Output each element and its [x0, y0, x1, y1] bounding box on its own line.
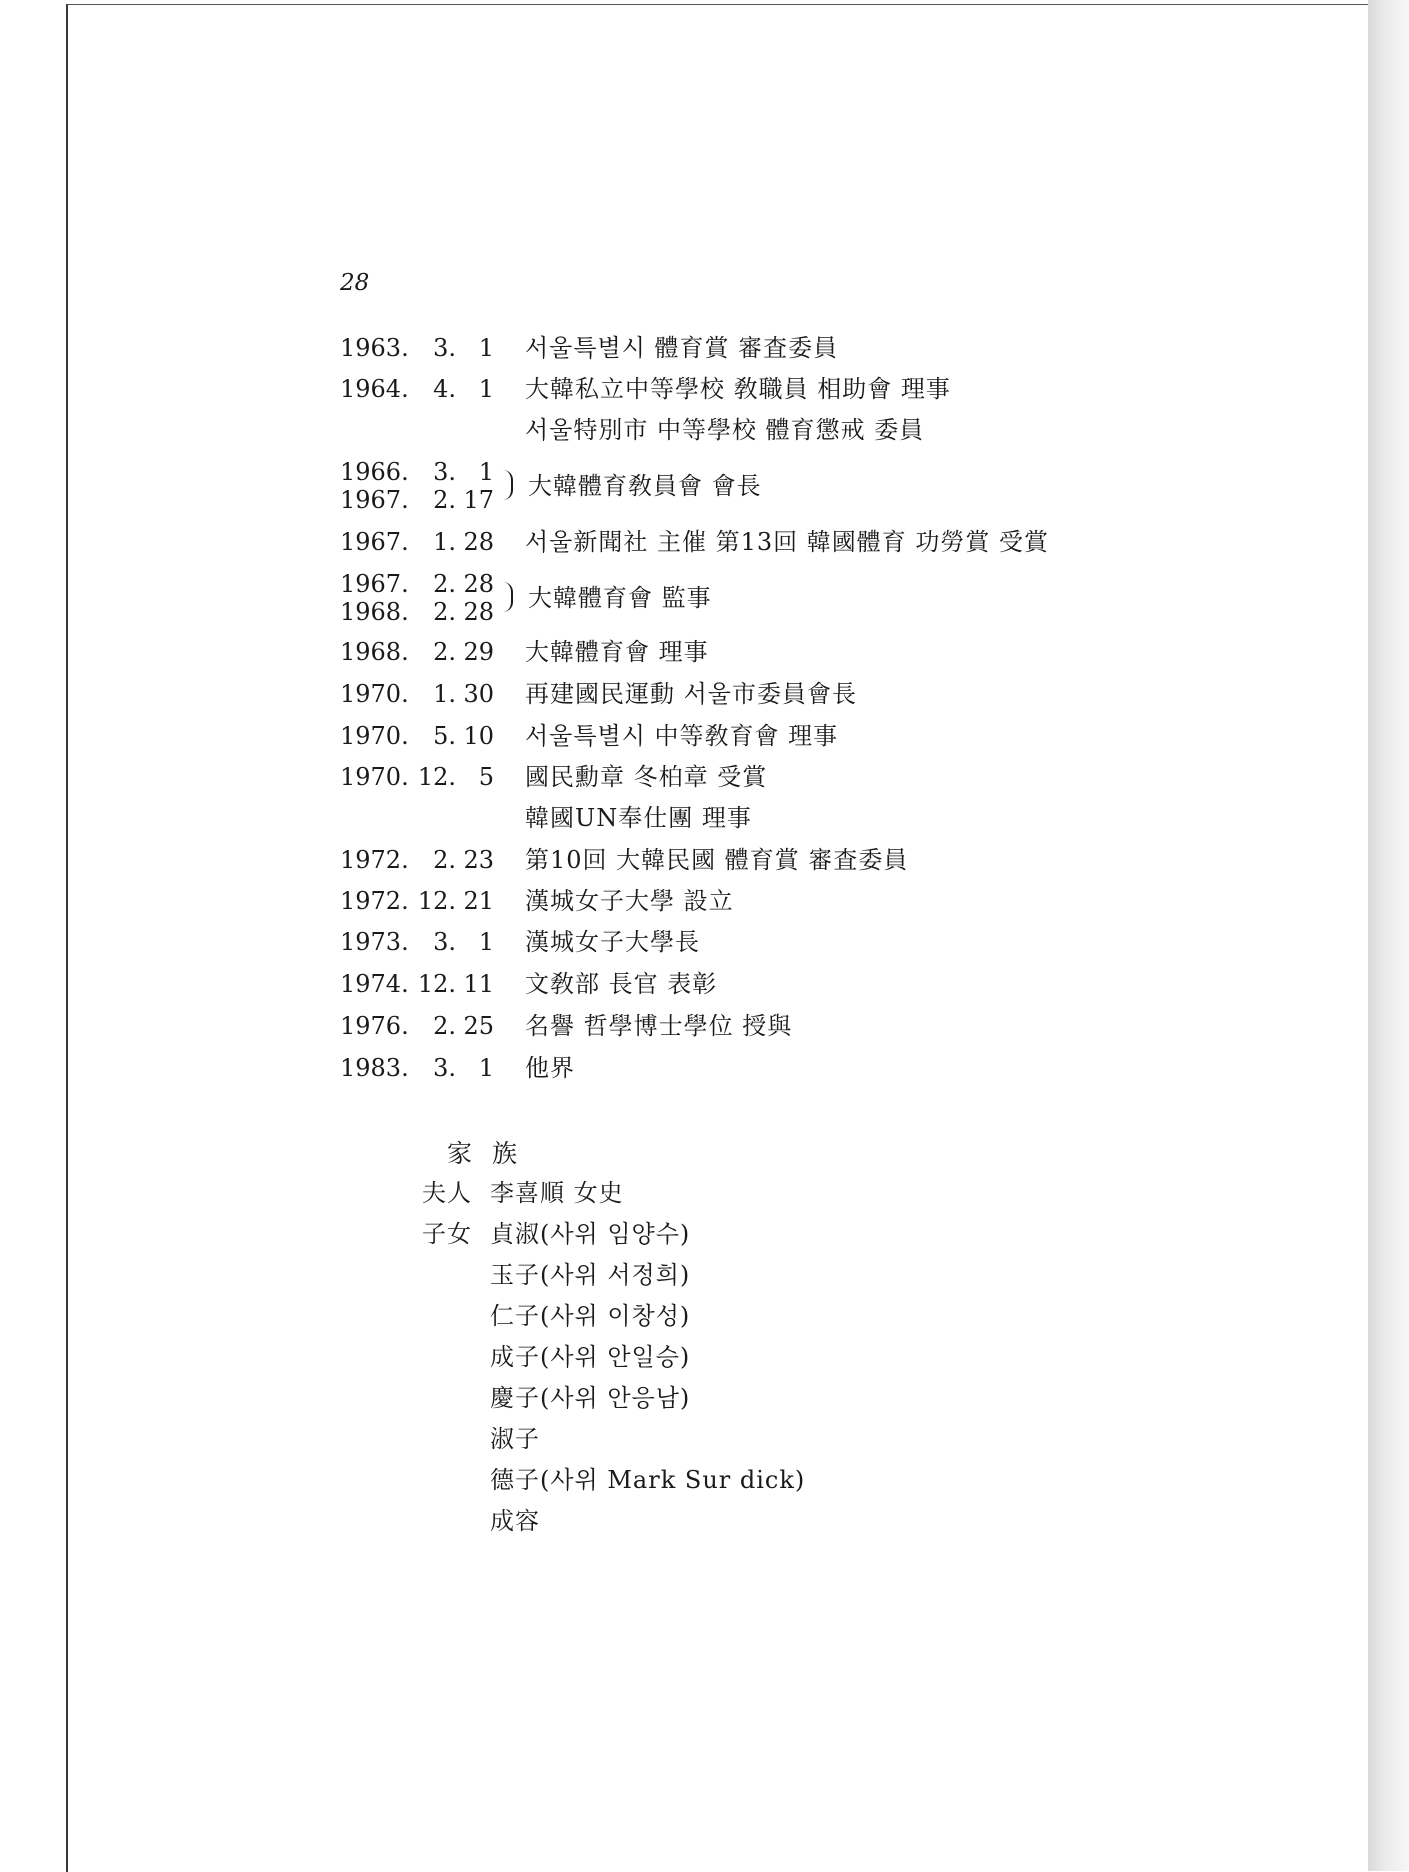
month: 12. [417, 763, 456, 791]
month: 5. [433, 722, 456, 750]
day: 10 [463, 722, 494, 750]
range-start [340, 458, 500, 486]
event: 大韓體育敎員會 會長 [528, 472, 762, 500]
chronology-range-row [340, 458, 1240, 518]
day: 1 [478, 458, 494, 486]
range-end [340, 598, 500, 626]
children-label: 子女 [422, 1220, 472, 1248]
year: 1966. [340, 458, 409, 486]
child-item: 玉子(사위 서정희) [490, 1261, 691, 1289]
year: 1967. [340, 528, 409, 556]
chronology-row-continued [340, 798, 1240, 838]
range-start [340, 570, 500, 598]
page-edge-shadow [1368, 0, 1409, 1871]
child-item: 淑子 [490, 1425, 540, 1453]
chronology-row [340, 328, 1240, 368]
year: 1970. [340, 763, 409, 791]
event: 서울新聞社 主催 第13回 韓國體育 功勞賞 受賞 [525, 528, 1050, 556]
month: 2. [433, 638, 456, 666]
day: 11 [463, 970, 494, 998]
child-item: 成子(사위 안일승) [490, 1343, 691, 1371]
event: 韓國UN奉仕團 理事 [525, 804, 752, 832]
chronology-row [340, 922, 1240, 962]
day: 17 [463, 486, 494, 514]
year: 1972. [340, 846, 409, 874]
chronology-row [340, 522, 1240, 562]
chronology-row [340, 964, 1240, 1004]
day: 28 [463, 528, 494, 556]
chronology-range-row [340, 570, 1240, 630]
chronology-row-continued [340, 410, 1240, 450]
day: 28 [463, 598, 494, 626]
event: 漢城女子大學長 [525, 928, 700, 956]
brace-icon [503, 582, 513, 612]
year: 1976. [340, 1012, 409, 1040]
chronology-row [340, 632, 1240, 672]
month: 2. [433, 486, 456, 514]
event: 漢城女子大學 設立 [525, 887, 734, 915]
event: 他界 [525, 1054, 575, 1082]
family-heading: 家族 [447, 1139, 538, 1168]
month: 2. [433, 1012, 456, 1040]
child-item: 德子(사위 Mark Sur dick) [490, 1466, 806, 1494]
spouse-name: 李喜順 女史 [490, 1179, 624, 1207]
child-item: 慶子(사위 안응남) [490, 1384, 691, 1412]
year: 1974. [340, 970, 409, 998]
spouse-label: 夫人 [422, 1179, 472, 1207]
month: 3. [433, 1054, 456, 1082]
month: 1. [433, 528, 456, 556]
child-item: 貞淑(사위 임양수) [490, 1220, 691, 1248]
event: 再建國民運動 서울市委員會長 [525, 680, 857, 708]
month: 3. [433, 334, 456, 362]
day: 1 [478, 1054, 494, 1082]
year: 1964. [340, 375, 409, 403]
day: 30 [463, 680, 494, 708]
year: 1968. [340, 638, 409, 666]
chronology-row [340, 881, 1240, 921]
event: 國民勳章 冬柏章 受賞 [525, 763, 768, 791]
event: 서울특별시 中等敎育會 理事 [525, 722, 839, 750]
year: 1973. [340, 928, 409, 956]
chronology-row [340, 674, 1240, 714]
chronology-row [340, 840, 1240, 880]
month: 2. [433, 570, 456, 598]
year: 1983. [340, 1054, 409, 1082]
day: 23 [463, 846, 494, 874]
month: 12. [417, 970, 456, 998]
day: 21 [463, 887, 494, 915]
chronology-row [340, 757, 1240, 797]
month: 12. [417, 887, 456, 915]
event: 第10回 大韓民國 體育賞 審査委員 [525, 846, 909, 874]
year: 1972. [340, 887, 409, 915]
chronology-row [340, 1006, 1240, 1046]
day: 1 [478, 334, 494, 362]
range-end [340, 486, 500, 514]
month: 2. [433, 598, 456, 626]
chronology-row [340, 1048, 1240, 1088]
event: 名譽 哲學博士學位 授與 [525, 1012, 793, 1040]
chronology-row [340, 716, 1240, 756]
month: 2. [433, 846, 456, 874]
event: 서울특별시 體育賞 審査委員 [525, 334, 839, 362]
day: 29 [463, 638, 494, 666]
chronology-row [340, 369, 1240, 409]
day: 25 [463, 1012, 494, 1040]
event: 大韓私立中等學校 敎職員 相助會 理事 [525, 375, 951, 403]
event: 文敎部 長官 表彰 [525, 970, 718, 998]
year: 1970. [340, 680, 409, 708]
year: 1967. [340, 570, 409, 598]
day: 1 [478, 928, 494, 956]
day: 28 [463, 570, 494, 598]
year: 1968. [340, 598, 409, 626]
month: 3. [433, 928, 456, 956]
year: 1970. [340, 722, 409, 750]
child-item: 成容 [490, 1507, 540, 1535]
month: 4. [433, 375, 456, 403]
day: 1 [478, 375, 494, 403]
month: 3. [433, 458, 456, 486]
page-number: 28 [340, 270, 370, 296]
event: 大韓體育會 監事 [528, 584, 712, 612]
year: 1967. [340, 486, 409, 514]
child-item: 仁子(사위 이창성) [490, 1302, 691, 1330]
brace-icon [503, 470, 513, 500]
event: 大韓體育會 理事 [525, 638, 709, 666]
month: 1. [433, 680, 456, 708]
year: 1963. [340, 334, 409, 362]
event: 서울特別市 中等學校 體育懲戒 委員 [525, 416, 925, 444]
day: 5 [478, 763, 494, 791]
